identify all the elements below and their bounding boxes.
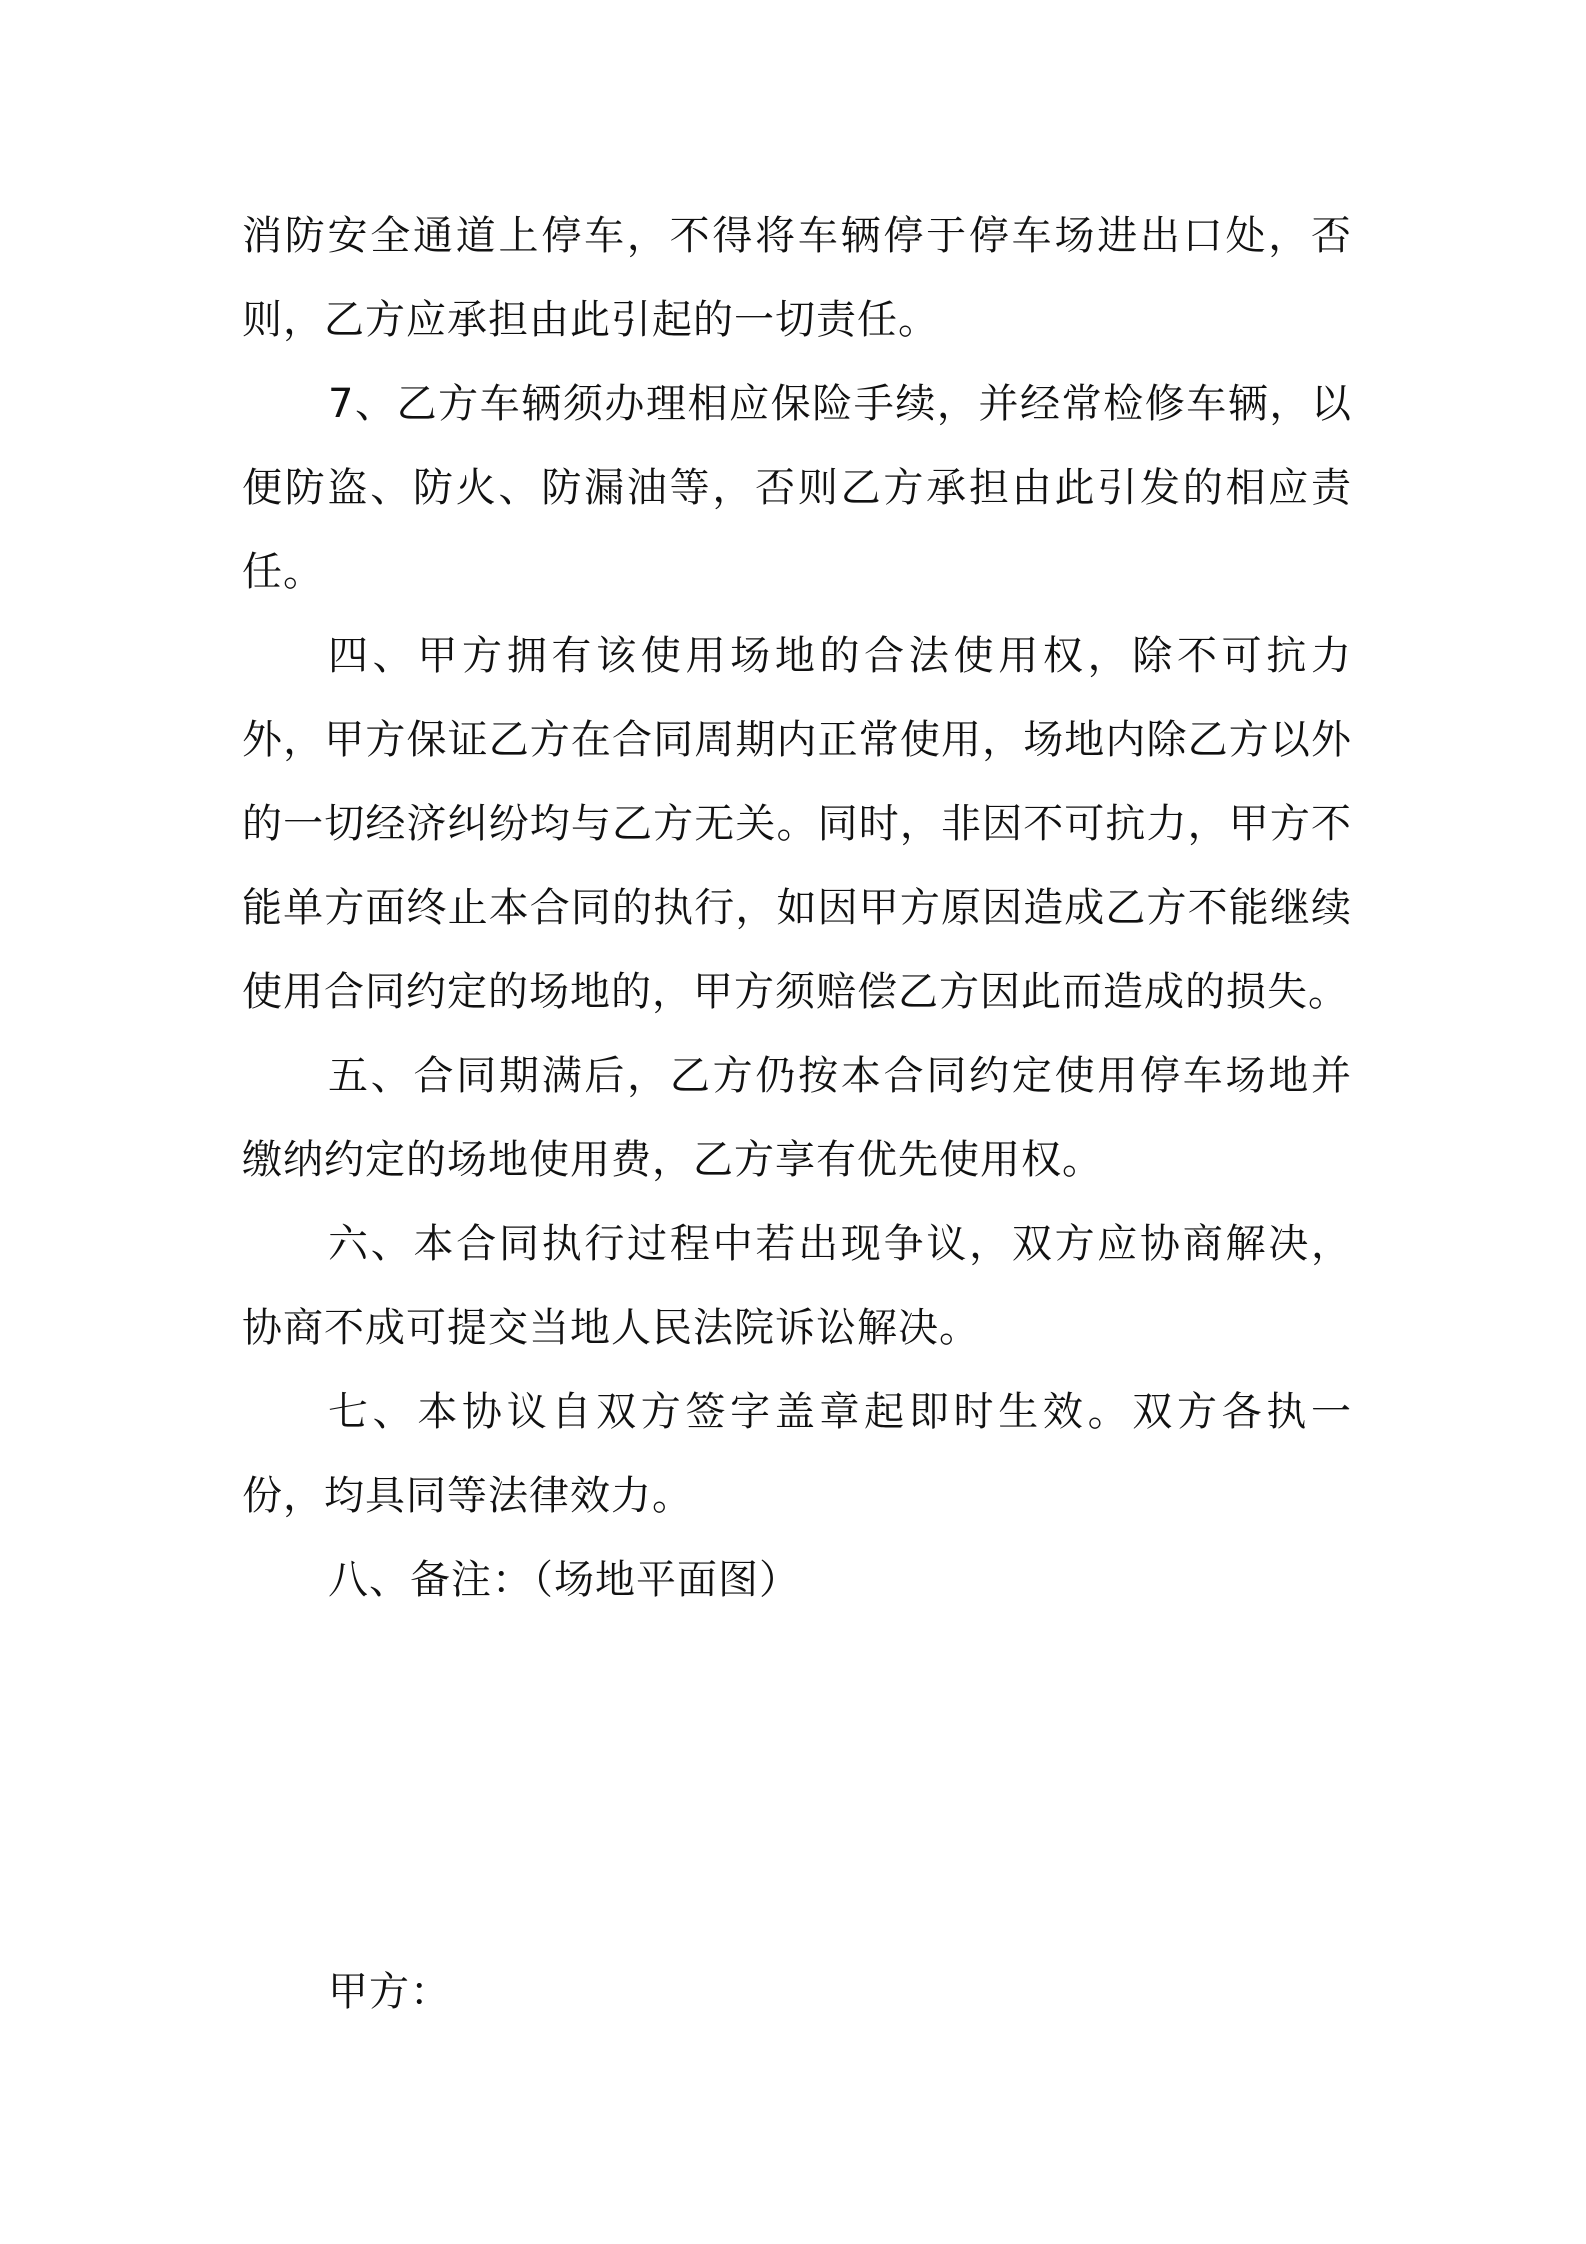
paragraph-item-7: 7、乙方车辆须办理相应保险手续，并经常检修车辆，以便防盗、防火、防漏油等，否则乙方承担由此引发的相应责任。 [242,381,1352,595]
paragraph-section-6: 六、本合同执行过程中若出现争议，双方应协商解决，协商不成可提交当地人民法院诉讼解决。 [242,1221,1352,1351]
paragraph-continuation: 消防安全通道上停车，不得将车辆停于停车场进出口处，否则，乙方应承担由此引起的一切责任。 [242,213,1352,343]
paragraph-section-7: 七、本协议自双方签字盖章起即时生效。双方各执一份，均具同等法律效力。 [242,1389,1352,1519]
paragraph-section-8-remarks: 八、备注：（场地平面图） [328,1557,800,1603]
paragraph-section-4: 四、甲方拥有该使用场地的合法使用权，除不可抗力外，甲方保证乙方在合同周期内正常使用，场地内除乙方以外的一切经济纠纷均与乙方无关。同时，非因不可抗力，甲方不能单方面终止本合同的执行，如因甲方原因造成乙方不能继续使用合同约定的场地的，甲方须赔偿乙方因此而造成的损失。 [242,633,1352,1015]
party-a-signature-label: 甲方： [328,1969,451,2015]
paragraph-section-5: 五、合同期满后，乙方仍按本合同约定使用停车场地并缴纳约定的场地使用费，乙方享有优先使用权。 [242,1053,1352,1183]
contract-body [242,194,1352,1622]
